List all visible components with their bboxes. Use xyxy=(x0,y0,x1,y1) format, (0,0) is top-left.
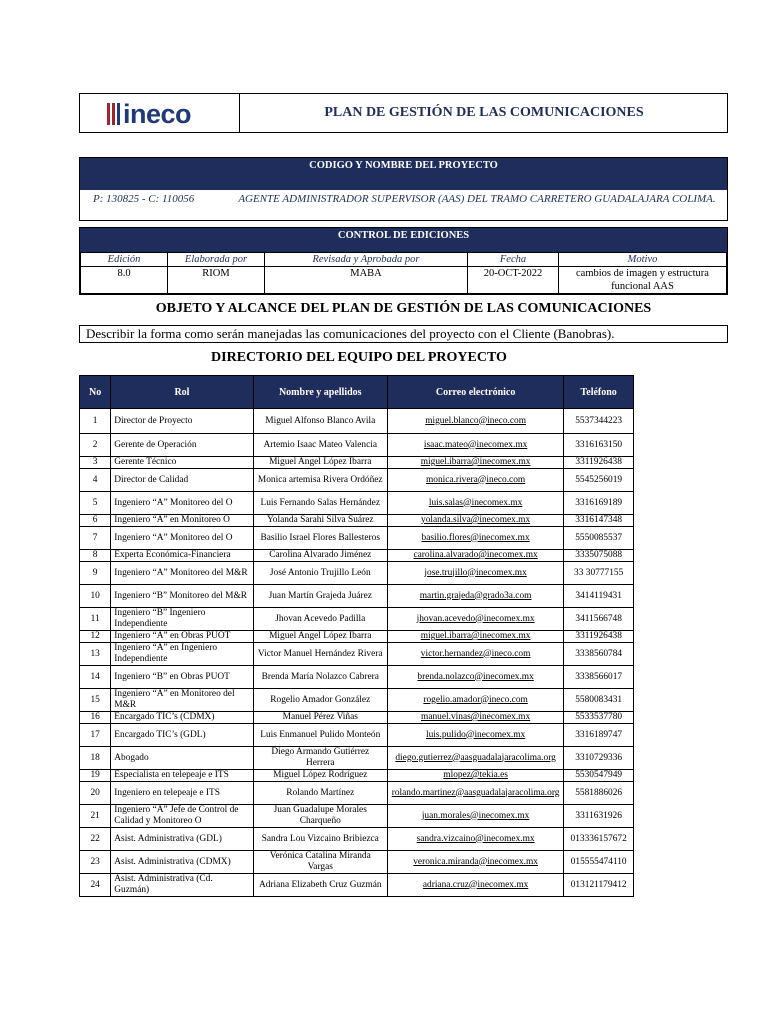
role-cell: Experta Económica-Financiera xyxy=(111,550,253,562)
name-cell: Artemio Isaac Mateo Valencia xyxy=(253,434,387,457)
document-header xyxy=(79,93,728,133)
role-cell: Ingeniero “A” Monitoreo del O xyxy=(111,492,253,515)
phone-cell: 3316189747 xyxy=(564,724,634,747)
email-link[interactable]: manuel.vinas@inecomex.mx xyxy=(387,712,563,724)
email-link[interactable]: jose.trujillo@inecomex.mx xyxy=(387,562,563,585)
phone-cell: 3311631926 xyxy=(564,805,634,828)
name-cell: Luis Fernando Salas Hernández xyxy=(253,492,387,515)
row-number: 6 xyxy=(80,515,111,527)
email-link[interactable]: miguel.ibarra@inecomex.mx xyxy=(387,631,563,643)
row-number: 17 xyxy=(80,724,111,747)
role-cell: Ingeniero “B” Monitoreo del M&R xyxy=(111,585,253,608)
table-row xyxy=(80,828,634,851)
table-row xyxy=(80,874,634,897)
table-row xyxy=(80,492,634,515)
role-cell: Ingeniero “A” Monitoreo del O xyxy=(111,527,253,550)
phone-cell: 3338560784 xyxy=(564,643,634,666)
row-number: 21 xyxy=(80,805,111,828)
email-link[interactable]: sandra.vizcaino@inecomex.mx xyxy=(387,828,563,851)
objective-title: OBJETO Y ALCANCE DEL PLAN DE GESTIÓN DE LAS COMUNICACIONES xyxy=(155,301,652,316)
name-cell: Miguel Angel López Ibarra xyxy=(253,631,387,643)
name-cell: Brenda María Nolazco Cabrera xyxy=(253,666,387,689)
row-number: 20 xyxy=(80,782,111,805)
email-link[interactable]: veronica.miranda@inecomex.mx xyxy=(387,851,563,874)
directory-body xyxy=(80,409,634,897)
email-link[interactable]: miguel.blanco@ineco.com xyxy=(387,409,563,434)
role-cell: Ingeniero “A” Jefe de Control de Calidad y Monitoreo O xyxy=(111,805,253,828)
edition-value: 8.0 xyxy=(81,267,168,294)
table-row xyxy=(80,434,634,457)
column-header: Edición xyxy=(81,253,168,267)
table-row xyxy=(80,724,634,747)
phone-cell: 013336157672 xyxy=(564,828,634,851)
project-code: P: 130825 - C: 110056 xyxy=(93,193,195,205)
column-header: Teléfono xyxy=(564,376,634,409)
row-number: 13 xyxy=(80,643,111,666)
row-number: 23 xyxy=(80,851,111,874)
role-cell: Ingeniero “A” Monitoreo del M&R xyxy=(111,562,253,585)
role-cell: Ingeniero “A” en Ingeniero Independiente xyxy=(111,643,253,666)
name-cell: Manuel Pérez Viñas xyxy=(253,712,387,724)
ineco-logo xyxy=(107,100,191,128)
role-cell: Ingeniero “B” Ingeniero Independiente xyxy=(111,608,253,631)
name-cell: Verónica Catalina Miranda Vargas xyxy=(253,851,387,874)
role-cell: Director de Proyecto xyxy=(111,409,253,434)
phone-cell: 015555474110 xyxy=(564,851,634,874)
role-cell: Gerente Técnico xyxy=(111,457,253,469)
email-link[interactable]: rolando.martinez@aasguadalajaracolima.org xyxy=(387,782,563,805)
role-cell: Encargado TIC’s (CDMX) xyxy=(111,712,253,724)
row-number: 24 xyxy=(80,874,111,897)
role-cell: Ingeniero “A” en Obras PUOT xyxy=(111,631,253,643)
role-cell: Gerente de Operación xyxy=(111,434,253,457)
email-link[interactable]: basilio.flores@inecomex.mx xyxy=(387,527,563,550)
email-link[interactable]: isaac.mateo@inecomex.mx xyxy=(387,434,563,457)
name-cell: Monica artemisa Rivera Ordóñez xyxy=(253,469,387,492)
table-row xyxy=(80,631,634,643)
column-header: Motivo xyxy=(559,253,727,267)
table-row xyxy=(80,666,634,689)
phone-cell: 3338566017 xyxy=(564,666,634,689)
email-link[interactable]: victor.hernandez@ineco.com xyxy=(387,643,563,666)
table-row xyxy=(80,562,634,585)
table-row xyxy=(80,527,634,550)
phone-cell: 5537344223 xyxy=(564,409,634,434)
name-cell: Basilio Israel Flores Ballesteros xyxy=(253,527,387,550)
phone-cell: 5545256019 xyxy=(564,469,634,492)
edition-control-row xyxy=(81,267,727,294)
role-cell: Ingeniero en telepeaje e ITS xyxy=(111,782,253,805)
phone-cell: 3316163150 xyxy=(564,434,634,457)
table-row xyxy=(80,643,634,666)
date-value: 20-OCT-2022 xyxy=(468,267,559,294)
table-row xyxy=(80,550,634,562)
column-header: Correo electrónico xyxy=(387,376,563,409)
table-row xyxy=(80,851,634,874)
email-link[interactable]: luis.salas@inecomex.mx xyxy=(387,492,563,515)
row-number: 3 xyxy=(80,457,111,469)
logo-cell xyxy=(80,94,240,132)
row-number: 22 xyxy=(80,828,111,851)
row-number: 10 xyxy=(80,585,111,608)
elaborated-by-value: RIOM xyxy=(168,267,265,294)
row-number: 14 xyxy=(80,666,111,689)
table-row xyxy=(80,689,634,712)
email-link[interactable]: monica.rivera@ineco.com xyxy=(387,469,563,492)
role-cell: Ingeniero “A” en Monitoreo del M&R xyxy=(111,689,253,712)
row-number: 9 xyxy=(80,562,111,585)
table-row xyxy=(80,409,634,434)
name-cell: Sandra Lou Vizcaino Bribiezca xyxy=(253,828,387,851)
column-header: Revisada y Aprobada por xyxy=(265,253,468,267)
row-number: 2 xyxy=(80,434,111,457)
name-cell: Yolanda Sarahi Silva Suárez xyxy=(253,515,387,527)
reason-value: cambios de imagen y estructura funcional AAS xyxy=(559,267,727,294)
column-header: Elaborada por xyxy=(168,253,265,267)
phone-cell: 5550085537 xyxy=(564,527,634,550)
role-cell: Ingeniero “A” en Monitoreo O xyxy=(111,515,253,527)
phone-cell: 3316169189 xyxy=(564,492,634,515)
email-link[interactable]: mlopez@tekia.es xyxy=(387,770,563,782)
role-cell: Ingeniero “B” en Obras PUOT xyxy=(111,666,253,689)
role-cell: Abogado xyxy=(111,747,253,770)
name-cell: Luis Enmanuel Pulido Monteón xyxy=(253,724,387,747)
row-number: 15 xyxy=(80,689,111,712)
email-link[interactable]: miguel.ibarra@inecomex.mx xyxy=(387,457,563,469)
email-link[interactable]: adriana.cruz@inecomex.mx xyxy=(387,874,563,897)
email-link[interactable]: luis.pulido@inecomex.mx xyxy=(387,724,563,747)
table-row xyxy=(80,712,634,724)
project-name: AGENTE ADMINISTRADOR SUPERVISOR (AAS) DEL TRAMO CARRETERO GUADALAJARA COLIMA. xyxy=(238,193,716,205)
table-row xyxy=(80,747,634,770)
name-cell: Juan Guadalupe Morales Charqueño xyxy=(253,805,387,828)
name-cell: José Antonio Trujillo León xyxy=(253,562,387,585)
name-cell: Juan Martín Grajeda Juárez xyxy=(253,585,387,608)
phone-cell: 013121179412 xyxy=(564,874,634,897)
table-row xyxy=(80,608,634,631)
name-cell: Rolando Martínez xyxy=(253,782,387,805)
name-cell: Adriana Elizabeth Cruz Guzmán xyxy=(253,874,387,897)
name-cell: Miguel Angel López Ibarra xyxy=(253,457,387,469)
column-header: No xyxy=(80,376,111,409)
project-heading: CODIGO Y NOMBRE DEL PROYECTO xyxy=(80,158,727,190)
name-cell: Miguel Alfonso Blanco Avila xyxy=(253,409,387,434)
row-number: 12 xyxy=(80,631,111,643)
logo-bars-icon xyxy=(107,103,120,125)
phone-cell: 5581886026 xyxy=(564,782,634,805)
email-link[interactable]: carolina.alvarado@inecomex.mx xyxy=(387,550,563,562)
table-row xyxy=(80,457,634,469)
phone-cell: 5580083431 xyxy=(564,689,634,712)
row-number: 19 xyxy=(80,770,111,782)
directory-title: DIRECTORIO DEL EQUIPO DEL PROYECTO xyxy=(211,350,507,365)
row-number: 16 xyxy=(80,712,111,724)
email-link[interactable]: jhovan.acevedo@inecomex.mx xyxy=(387,608,563,631)
phone-cell: 33 30777155 xyxy=(564,562,634,585)
row-number: 11 xyxy=(80,608,111,631)
phone-cell: 5530547949 xyxy=(564,770,634,782)
phone-cell: 3316147348 xyxy=(564,515,634,527)
name-cell: Rogelio Amador González xyxy=(253,689,387,712)
edition-control-heading: CONTROL DE EDICIONES xyxy=(80,228,727,252)
project-body xyxy=(80,190,727,220)
objective-text: Describir la forma como serán manejadas las comunicaciones del proyecto con el Cliente (Banobras). xyxy=(79,325,728,343)
name-cell: Victor Manuel Hernández Rivera xyxy=(253,643,387,666)
column-header: Fecha xyxy=(468,253,559,267)
phone-cell: 3335075088 xyxy=(564,550,634,562)
column-header: Nombre y apellidos xyxy=(253,376,387,409)
email-link[interactable]: martin.grajeda@grado3a.com xyxy=(387,585,563,608)
name-cell: Diego Armando Gutiérrez Herrera xyxy=(253,747,387,770)
role-cell: Asist. Administrativa (CDMX) xyxy=(111,851,253,874)
row-number: 7 xyxy=(80,527,111,550)
role-cell: Encargado TIC’s (GDL) xyxy=(111,724,253,747)
email-link[interactable]: rogelio.amador@ineco.com xyxy=(387,689,563,712)
edition-control-header-row xyxy=(81,253,727,267)
name-cell: Miguel López Rodríguez xyxy=(253,770,387,782)
row-number: 1 xyxy=(80,409,111,434)
directory-table xyxy=(79,375,634,897)
row-number: 5 xyxy=(80,492,111,515)
row-number: 4 xyxy=(80,469,111,492)
name-cell: Carolina Alvarado Jiménez xyxy=(253,550,387,562)
phone-cell: 3310729336 xyxy=(564,747,634,770)
edition-control-table xyxy=(80,252,727,294)
role-cell: Especialista en telepeaje e ITS xyxy=(111,770,253,782)
role-cell: Asist. Administrativa (GDL) xyxy=(111,828,253,851)
table-row xyxy=(80,515,634,527)
name-cell: Jhovan Acevedo Padilla xyxy=(253,608,387,631)
phone-cell: 3411566748 xyxy=(564,608,634,631)
table-row xyxy=(80,770,634,782)
table-row xyxy=(80,805,634,828)
table-row xyxy=(80,782,634,805)
table-row xyxy=(80,469,634,492)
reviewed-by-value: MABA xyxy=(265,267,468,294)
column-header: Rol xyxy=(111,376,253,409)
edition-control-block xyxy=(79,227,728,295)
directory-header-row xyxy=(80,376,634,409)
role-cell: Director de Calidad xyxy=(111,469,253,492)
email-link[interactable]: juan.morales@inecomex.mx xyxy=(387,805,563,828)
table-row xyxy=(80,585,634,608)
role-cell: Asist. Administrativa (Cd. Guzmán) xyxy=(111,874,253,897)
email-link[interactable]: yolanda.silva@inecomex.mx xyxy=(387,515,563,527)
logo-text: ineco xyxy=(123,98,192,129)
email-link[interactable]: diego.gutierrez@aasguadalajaracolima.org xyxy=(387,747,563,770)
row-number: 18 xyxy=(80,747,111,770)
phone-cell: 5533537780 xyxy=(564,712,634,724)
email-link[interactable]: brenda.nolazco@inecomex.mx xyxy=(387,666,563,689)
phone-cell: 3311926438 xyxy=(564,457,634,469)
row-number: 8 xyxy=(80,550,111,562)
project-block xyxy=(79,157,728,221)
phone-cell: 3311926438 xyxy=(564,631,634,643)
phone-cell: 3414119431 xyxy=(564,585,634,608)
document-title: PLAN DE GESTIÓN DE LAS COMUNICACIONES xyxy=(324,105,644,120)
